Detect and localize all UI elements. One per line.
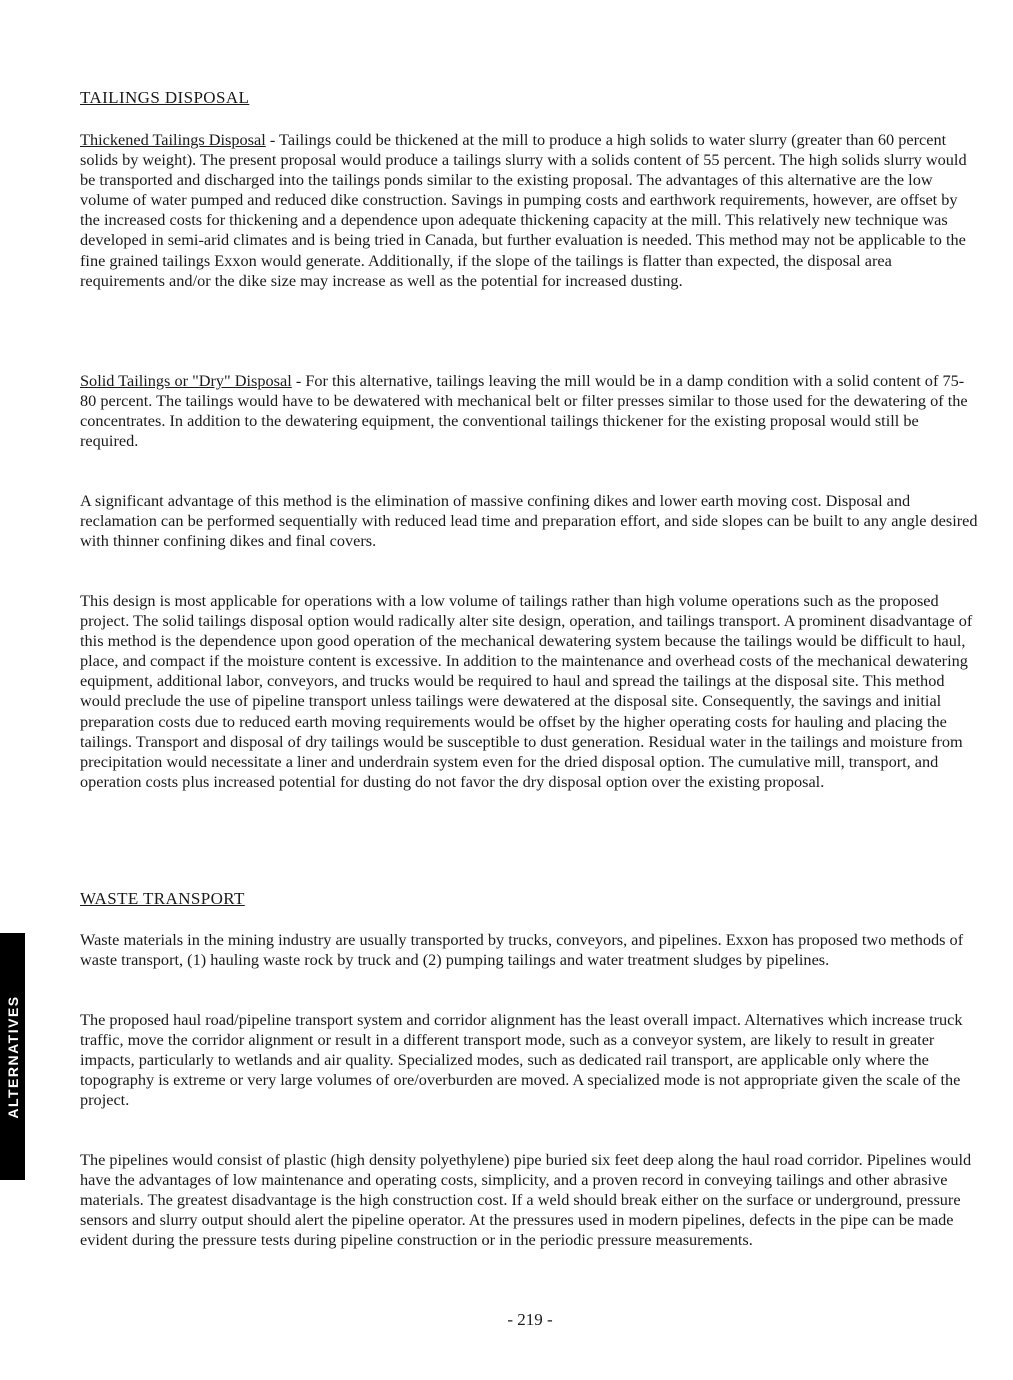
page-number: - 219 - [507, 1310, 553, 1329]
paragraph-pipelines: The pipelines would consist of plastic (high density polyethylene) pipe buried six feet deep along the haul road corridor. Pipelines would have the advantages of low maintenance and operating costs, simplicity, and a proven record in conveying tailings and other abrasive materials. The greatest disadvantage is the high construction cost. If a weld should break either on the surface or underground, pressure sensors and slurry output should alert the pipeline operator. At the pressures used in modern pipelines, defects in the pipe can be made evident during the pressure tests during pipeline construction or in the periodic pressure measurements. [80, 1150, 972, 1250]
paragraph-body: - Tailings could be thickened at the mill to produce a high solids to water slurry (greater than 60 percent solids by weight). The present proposal would produce a tailings slurry with a solids content of 55 percent. The high solids slurry would be transported and discharged into the tailings ponds similar to the existing proposal. The advantages of this alternative are the low volume of water pumped and reduced dike construction. Savings in pumping costs and earthwork requirements, however, are offset by the increased costs for thickening and a dependence upon adequate thickening capacity at the mill. This relatively new technique was developed in semi-arid climates and is being tried in Canada, but further evaluation is needed. This method may not be applicable to the fine grained tailings Exxon would generate. Additionally, if the slope of the tailings is flatter than expected, the disposal area requirements and/or the dike size may increase as well as the potential for increased dusting. [80, 130, 967, 290]
paragraph-lead: Solid Tailings or "Dry" Disposal [80, 371, 292, 390]
tailings-heading: TAILINGS DISPOSAL [80, 88, 250, 107]
paragraph-body: - For this alternative, tailings leaving the mill would be in a damp condition with a solid content of 75-80 percent. The tailings would have to be dewatered with mechanical belt or filter presses similar to those used for the dewatering of the concentrates. In addition to the dewatering equipment, the conventional tailings thickener for the existing proposal would still be required. [80, 371, 968, 451]
paragraph-design-applicability: This design is most applicable for operations with a low volume of tailings rather than high volume operations such as the proposed project. The solid tailings disposal option would radically alter site design, operation, and tailings transport. A prominent disadvantage of this method is the dependence upon good operation of the mechanical dewatering system because the tailings would be difficult to haul, place, and compact if the moisture content is excessive. In addition to the maintenance and overhead costs of the mechanical dewatering equipment, additional labor, conveyors, and trucks would be required to haul and spread the tailings at the disposal site. This method would preclude the use of pipeline transport unless tailings were dewatered at the disposal site. Consequently, the savings and initial preparation costs due to reduced earth moving requirements would be offset by the higher operating costs for hauling and placing the tailings. Transport and disposal of dry tailings would be susceptible to dust generation. Residual water in the tailings and moisture from precipitation would necessitate a liner and underdrain system even for the dried disposal option. The cumulative mill, transport, and operation costs plus increased potential for dusting do not favor the dry disposal option over the existing proposal. [80, 591, 973, 791]
paragraph-waste-materials: Waste materials in the mining industry are usually transported by trucks, conveyors, and pipelines. Exxon has proposed two methods of waste transport, (1) hauling waste rock by truck and (2) pumping tailings and water treatment sludges by pipelines. [80, 930, 964, 970]
side-tab-label: ALTERNATIVES [4, 994, 21, 1119]
paragraph-haul-road: The proposed haul road/pipeline transport system and corridor alignment has the least overall impact. Alternatives which increase truck traffic, move the corridor alignment or result in a different transport mode, such as a conveyor system, are likely to result in greater impacts, particularly to wetlands and air quality. Specialized modes, such as dedicated rail transport, are applicable only where the topography is extreme or very large volumes of ore/overburden are moved. A specialized mode is not appropriate given the scale of the project. [80, 1010, 963, 1110]
section-side-tab [0, 933, 25, 1180]
paragraph-lead: Thickened Tailings Disposal [80, 130, 266, 149]
waste-transport-heading: WASTE TRANSPORT [80, 889, 245, 908]
paragraph-dry-disposal [80, 371, 980, 451]
paragraph-thickened-tailings [80, 130, 980, 291]
paragraph-advantage: A significant advantage of this method is the elimination of massive confining dikes and lower earth moving cost. Disposal and reclamation can be performed sequentially with reduced lead time and preparation effort, and side slopes can be built to any angle desired with thinner confining dikes and final covers. [80, 491, 978, 551]
